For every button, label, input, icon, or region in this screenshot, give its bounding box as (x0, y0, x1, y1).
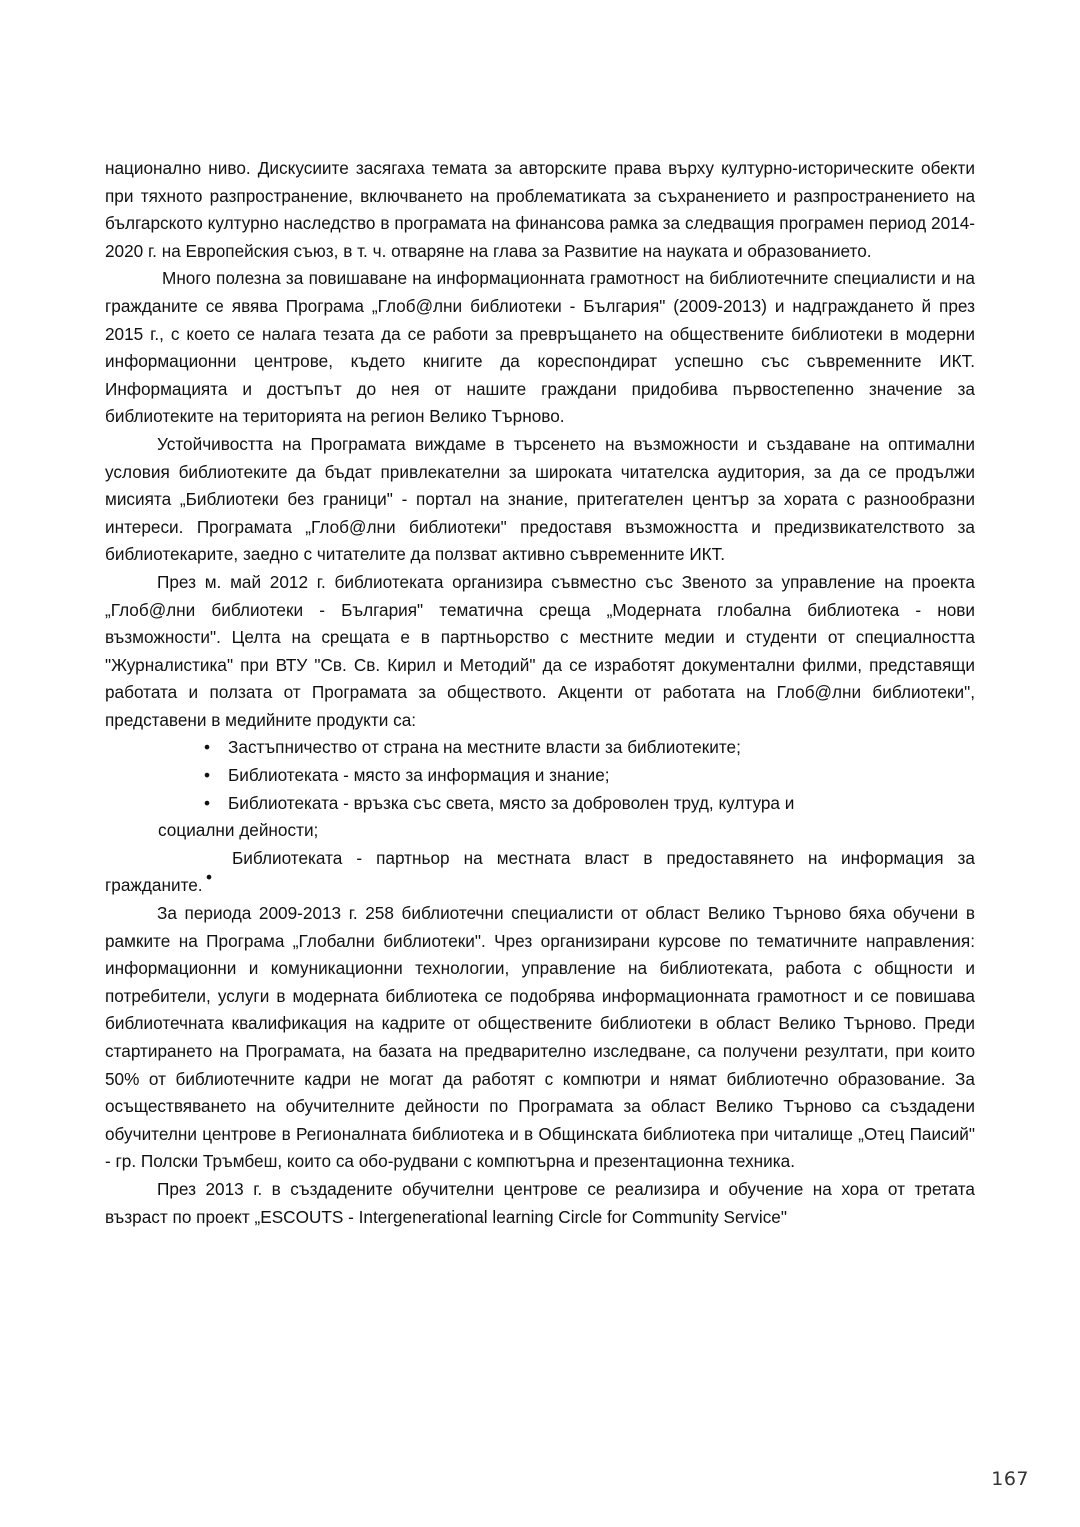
paragraph: За периода 2009-2013 г. 258 библиотечни специалисти от област Велико Търново бяха обучени в рамките на Програма „Глобални библиотеки". Чрез организирани курсове по тематичните направления: информационни и комуникационни технологии, управление на библиотеката, работа с общности и потребители, услуги в модерната библиотека се подобрява информационната грамотност и се повишава библиотечната квалификация на кадрите от обществените библиотеки в област Велико Търново. Преди стартирането на Програмата, на базата на предварително изследване, са получени резултати, при които 50% от библиотечните кадри не могат да работят с компютри и нямат библиотечно образование. За осъществяването на обучителните дейности по Програмата за област Велико Търново са създадени обучителни центрове в Регионалната библиотека и в Общинската библиотека при читалище „Отец Паисий" - гр. Полски Тръмбеш, които са обо-рудвани с компютърна и презентационна техника. (105, 903, 975, 1172)
bullet-icon: • (203, 792, 211, 813)
bullet-icon: • (205, 866, 213, 887)
bullet-text-continuation: социални дейности; (158, 820, 319, 841)
bullet-text: Библиотеката - връзка със света, място за доброволен труд, култура и (228, 792, 795, 813)
bullet-icon: • (203, 765, 211, 786)
paragraph: През 2013 г. в създадените обучителни центрове се реализира и обучение на хора от третата възраст по проект „ESCOUTS - Intergenerational learning Circle for Community Service" (105, 1178, 975, 1227)
paragraph: През м. май 2012 г. библиотеката организира съвместно със Звеното за управление на проекта „Глоб@лни библиотеки - България" тематична среща „Модерната глобална библиотека - нови възможности". Целта на срещата е в партньорство с местните медии и студенти от специалността "Журналистика" при ВТУ "Св. Св. Кирил и Методий" да се изработят документални филми, представящи работата и ползата от Програмата за обществото. Акценти от работата на Глоб@лни библиотеки", представени в медийните продукти са: (105, 571, 975, 730)
page-number: 167 (991, 1468, 1029, 1490)
bullet-item (105, 734, 975, 762)
paragraph: Устойчивостта на Програмата виждаме в търсенето на възможности и създаване на оптимални условия библиотеките да бъдат привлекателни за широката читателска аудитория, за да се продължи мисията „Библиотеки без граници" - портал на знание, притегателен център за хората с разнообразни интереси. Програмата „Глоб@лни библиотеки" предоставя възможността и предизвикателството за библиотекарите, заедно с читателите да ползват активно съвременните ИКТ. (105, 433, 975, 565)
bullet-text: Библиотеката - партньор на местната власт в предоставянето на информация за гражданите. (105, 847, 975, 896)
document-body (105, 155, 975, 1231)
paragraph: национално ниво. Дискусиите засягаха темата за авторските права върху културно-историческите обекти при тяхното разпространение, включването на проблематиката за съхранението и разпространението на българското културно наследство в програмата на финансова рамка за следващия програмен период 2014-2020 г. на Европейския съюз, в т. ч. отваряне на глава за Развитие на науката и образованието. (105, 158, 975, 261)
bullet-item (105, 762, 975, 790)
bullet-text: Застъпничество от страна на местните власти за библиотеките; (228, 737, 741, 758)
bullet-item (105, 790, 975, 845)
bullet-text: Библиотеката - място за информация и знание; (228, 765, 610, 786)
paragraph: Много полезна за повишаване на информационната грамотност на библиотечните специалисти и на гражданите се явява Програма „Глоб@лни библиотеки - България" (2009-2013) и надграждането й през 2015 г., с което се налага тезата да се работи за превръщането на обществените библиотеки в модерни информационни центрове, където книгите да кореспондират успешно със съвременните ИКТ. Информацията и достъпът до нея от нашите граждани придобива първостепенно значение за библиотеките на територията на регион Велико Търново. (105, 268, 975, 427)
bullet-icon: • (203, 737, 211, 758)
bullet-item (105, 845, 975, 900)
